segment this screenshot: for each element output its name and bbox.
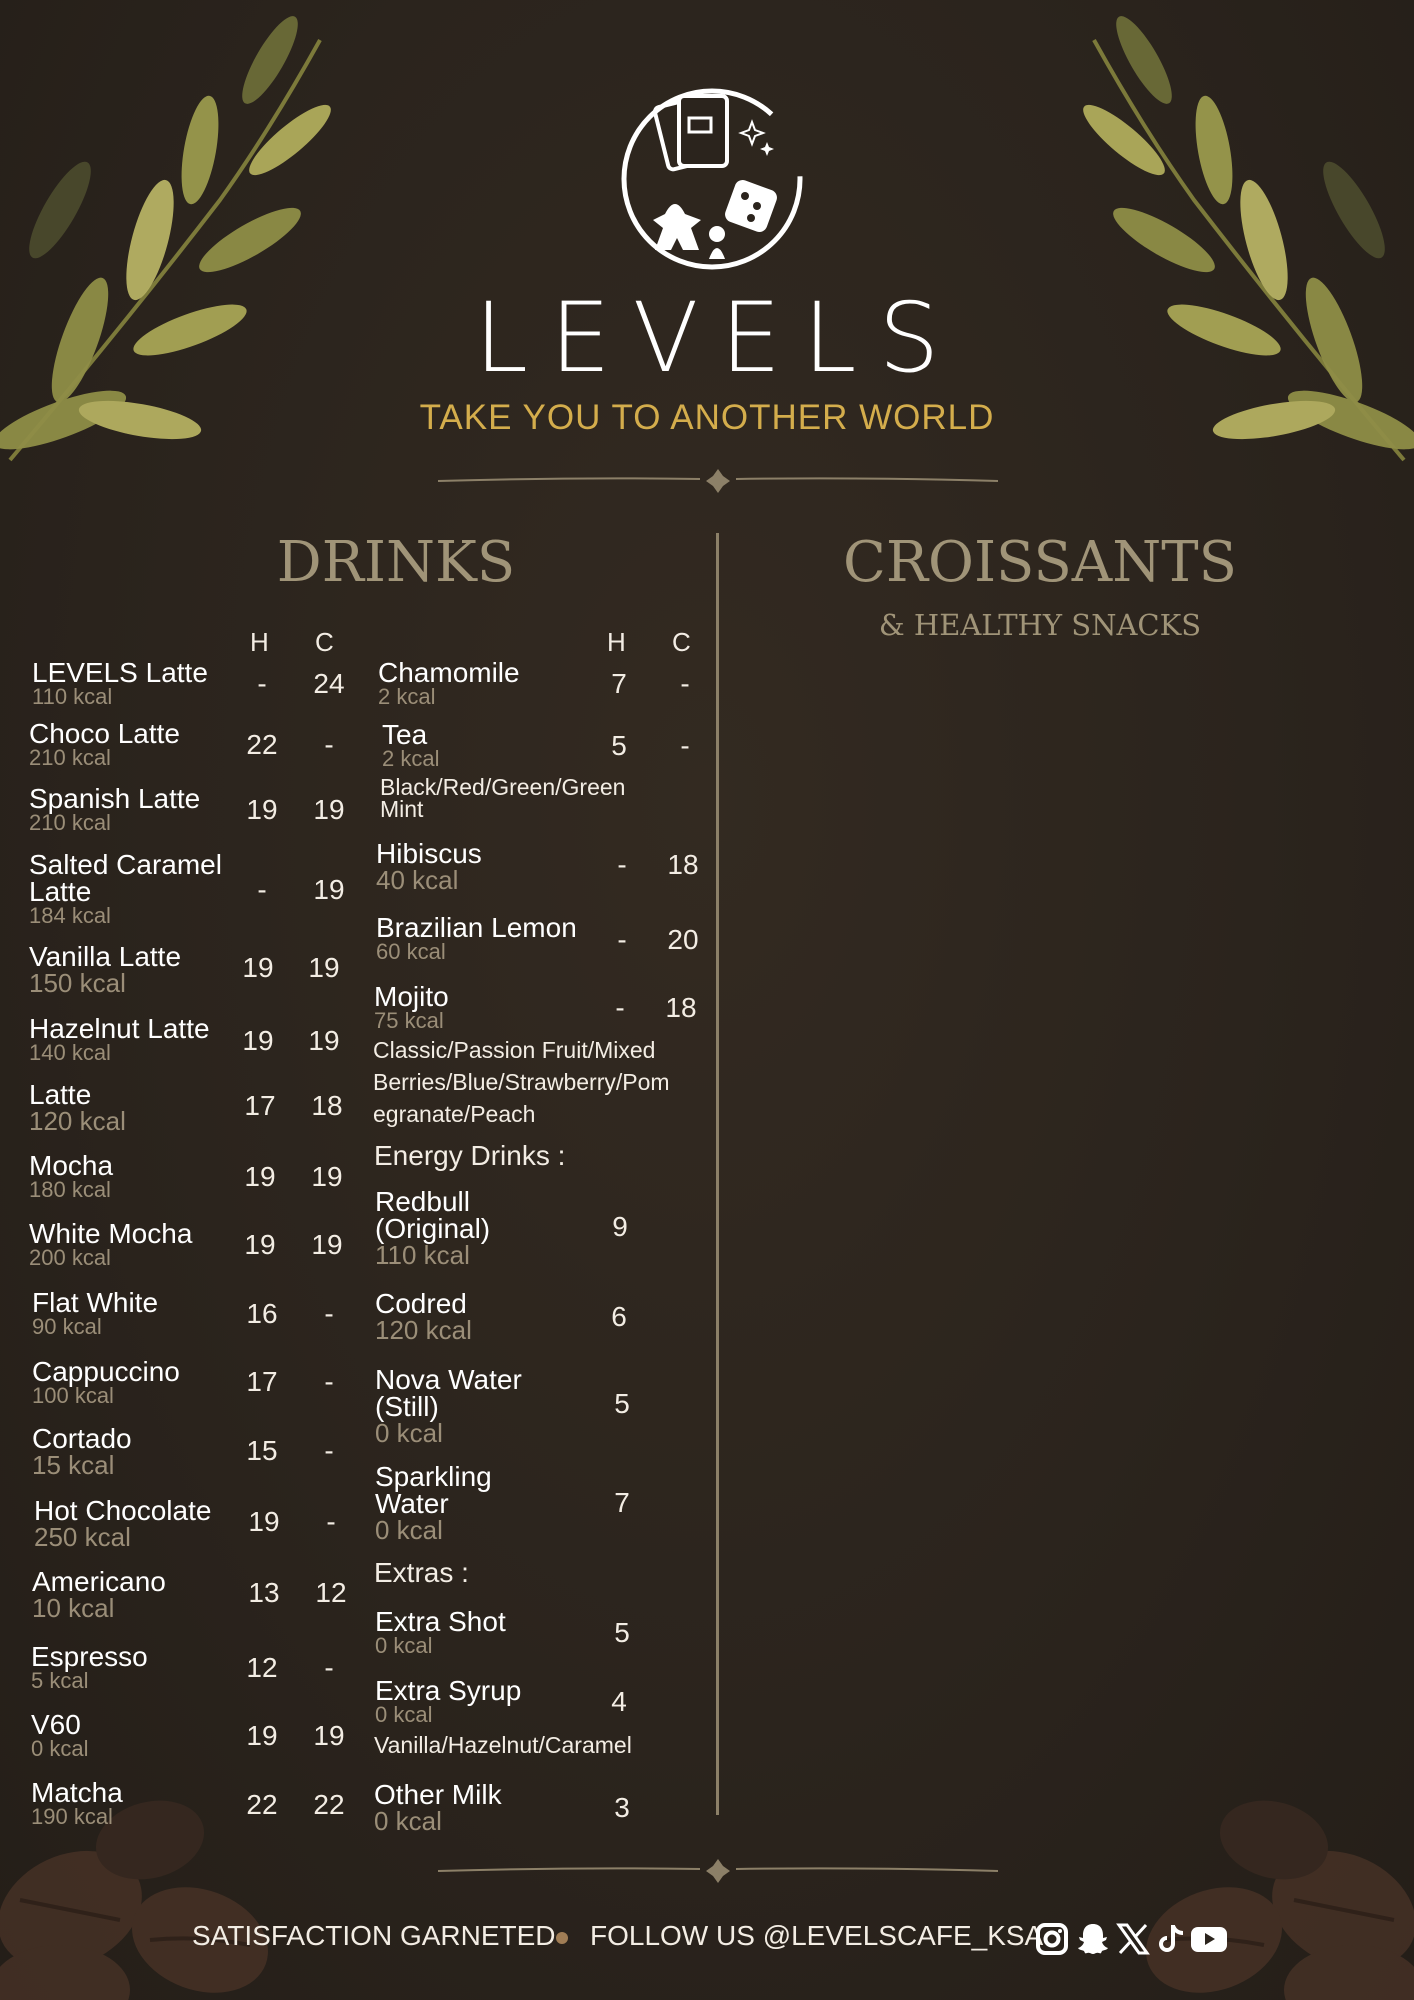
item-kcal: 75 kcal: [374, 1008, 444, 1033]
item-name: Matcha: [31, 1777, 123, 1808]
item-name: Extra Syrup: [375, 1675, 522, 1706]
item-name: Redbull: [375, 1186, 470, 1217]
item-name: Flat White: [32, 1287, 159, 1318]
mojito-options-line: egranate/Peach: [373, 1101, 536, 1127]
cold-column-header: C: [315, 627, 334, 657]
cold-price: 19: [308, 952, 340, 983]
tiktok-icon[interactable]: [1154, 1922, 1188, 1956]
hot-price: 12: [246, 1652, 278, 1683]
item-kcal: 140 kcal: [29, 1040, 111, 1065]
item-name: Espresso: [31, 1641, 148, 1672]
cold-price: -: [324, 1298, 334, 1329]
item-kcal: 190 kcal: [31, 1804, 113, 1829]
item-name: Latte: [29, 1079, 92, 1110]
cold-price: -: [324, 729, 334, 760]
item-kcal: 110 kcal: [375, 1240, 470, 1270]
hot-price: 17: [246, 1366, 278, 1397]
cold-price: 12: [315, 1577, 347, 1608]
hot-price: 13: [248, 1577, 280, 1608]
menu-item: [31, 1643, 148, 1692]
coffee-beans-right: [1114, 1760, 1414, 2000]
x-icon[interactable]: [1116, 1922, 1150, 1956]
youtube-icon[interactable]: [1190, 1922, 1228, 1956]
hot-price: 22: [246, 1789, 278, 1820]
item-kcal: 0 kcal: [375, 1702, 433, 1727]
menu-item: [375, 1290, 472, 1343]
cold-price: 19: [311, 1229, 343, 1260]
menu-item: [375, 1188, 490, 1268]
item-kcal: 60 kcal: [376, 939, 446, 964]
menu-item: [29, 851, 222, 927]
cold-price: 19: [313, 794, 345, 825]
item-kcal: 0 kcal: [374, 1806, 442, 1836]
energy-drinks-heading: Energy Drinks :: [374, 1140, 566, 1171]
hot-column-header: H: [250, 627, 269, 657]
footer-bullet: [556, 1932, 568, 1944]
footer-slogan: SATISFACTION GARNETED: [192, 1920, 556, 1951]
item-name: Other Milk: [374, 1779, 502, 1810]
item-name: LEVELS Latte: [32, 657, 208, 688]
menu-item: [376, 914, 577, 963]
item-name: Codred: [375, 1288, 467, 1319]
item-kcal: 110 kcal: [32, 684, 113, 709]
drinks-title: DRINKS: [276, 530, 516, 595]
brand-tagline: TAKE YOU TO ANOTHER WORLD: [419, 398, 995, 437]
item-kcal: 184 kcal: [29, 903, 111, 928]
item-name-line2: (Still): [375, 1391, 439, 1422]
hot-column-header: H: [607, 627, 626, 657]
cold-price: -: [324, 1652, 334, 1683]
hot-price: 19: [244, 1229, 276, 1260]
menu-item: [29, 785, 200, 834]
item-name: Hazelnut Latte: [29, 1013, 210, 1044]
hot-price: -: [257, 874, 267, 905]
item-kcal: 250 kcal: [34, 1522, 131, 1552]
menu-item: [375, 1608, 506, 1657]
item-kcal: 2 kcal: [382, 746, 440, 771]
item-name: Americano: [32, 1566, 166, 1597]
syrup-options: Vanilla/Hazelnut/Caramel: [374, 1732, 632, 1758]
hot-price: 22: [246, 729, 278, 760]
croissants-title: CROISSANTS: [843, 530, 1237, 595]
hot-price: -: [617, 849, 627, 880]
tea-options-line: Mint: [380, 796, 424, 822]
tea-options: [380, 776, 625, 820]
item-name: Choco Latte: [29, 718, 180, 749]
item-kcal: 150 kcal: [29, 968, 126, 998]
cold-price: 18: [667, 849, 699, 880]
brand-name: LEVELS: [474, 282, 962, 394]
item-kcal: 100 kcal: [32, 1383, 114, 1408]
menu-item: [375, 1677, 521, 1726]
hot-price: 19: [242, 1025, 274, 1056]
cold-price: 18: [311, 1090, 343, 1121]
mojito-options-line: Classic/Passion Fruit/Mixed: [373, 1037, 656, 1063]
menu-item: [32, 1358, 180, 1407]
cold-price: 20: [667, 924, 699, 955]
item-name: Mocha: [29, 1150, 114, 1181]
menu-item: [32, 1568, 166, 1621]
menu-item: [34, 1497, 211, 1550]
menu-item: [29, 720, 180, 769]
instagram-icon[interactable]: [1035, 1922, 1069, 1956]
hot-price: 16: [246, 1298, 278, 1329]
item-kcal: 0 kcal: [31, 1736, 89, 1761]
item-name: Spanish Latte: [29, 783, 201, 814]
item-name: Cortado: [32, 1423, 132, 1454]
item-kcal: 0 kcal: [375, 1418, 443, 1448]
menu-item: [382, 721, 439, 770]
cold-price: -: [324, 1366, 334, 1397]
menu-item: [374, 983, 449, 1032]
ornament-divider-top: [438, 466, 998, 496]
menu-item: [32, 1289, 158, 1338]
menu-item: [29, 1220, 192, 1269]
hot-price: 15: [246, 1435, 278, 1466]
ornament-divider-bottom: [438, 1856, 998, 1886]
menu-item: [29, 1015, 210, 1064]
hot-price: 19: [246, 1720, 278, 1751]
menu-item: [29, 1152, 113, 1201]
menu-item: [32, 659, 208, 708]
column-divider: [716, 533, 719, 1815]
item-name: V60: [31, 1709, 81, 1740]
cold-price: -: [680, 730, 690, 761]
item-name-line2: (Original): [375, 1213, 491, 1244]
price: 7: [614, 1487, 630, 1518]
item-kcal: 120 kcal: [375, 1315, 472, 1345]
menu-item: [376, 840, 482, 893]
menu-item: [31, 1711, 88, 1760]
item-name: Salted Caramel: [29, 849, 222, 880]
hot-price: 19: [244, 1161, 276, 1192]
cold-price: 19: [313, 1720, 345, 1751]
item-name: Hot Chocolate: [34, 1495, 212, 1526]
croissants-subtitle: & HEALTHY SNACKS: [878, 608, 1202, 642]
price: 5: [614, 1617, 630, 1648]
item-name: Mojito: [374, 981, 449, 1012]
cold-price: 18: [665, 992, 697, 1023]
item-kcal: 0 kcal: [375, 1515, 443, 1545]
item-name: Vanilla Latte: [29, 941, 182, 972]
item-kcal: 200 kcal: [29, 1245, 111, 1270]
item-kcal: 2 kcal: [378, 684, 436, 709]
menu-item: [374, 1781, 502, 1834]
menu-item: [375, 1366, 522, 1446]
item-name: Hibiscus: [376, 838, 482, 869]
item-name: Tea: [382, 719, 428, 750]
item-kcal: 210 kcal: [29, 745, 111, 770]
hot-price: 19: [242, 952, 274, 983]
menu-item: [378, 659, 520, 708]
item-kcal: 40 kcal: [376, 865, 459, 895]
price: 6: [611, 1301, 627, 1332]
price: 3: [614, 1792, 630, 1823]
footer-follow: FOLLOW US @LEVELSCAFE_KSA: [590, 1920, 1044, 1951]
mojito-options-line: Berries/Blue/Strawberry/Pom: [373, 1069, 670, 1095]
hot-price: -: [257, 668, 267, 699]
cold-price: -: [326, 1506, 336, 1537]
menu-item: [375, 1463, 492, 1543]
hot-price: -: [617, 924, 627, 955]
cold-price: -: [680, 668, 690, 699]
cold-price: 19: [308, 1025, 340, 1056]
cold-price: 19: [313, 874, 345, 905]
price: 9: [612, 1211, 628, 1242]
item-name-line2: Latte: [29, 876, 92, 907]
hot-price: 19: [246, 794, 278, 825]
cold-price: 24: [313, 668, 345, 699]
cold-price: -: [324, 1435, 334, 1466]
price: 4: [611, 1686, 627, 1717]
menu-item: [32, 1425, 132, 1478]
item-name-line2: Water: [375, 1488, 449, 1519]
snapchat-icon[interactable]: [1076, 1922, 1110, 1956]
item-kcal: 10 kcal: [32, 1593, 115, 1623]
item-kcal: 180 kcal: [29, 1177, 111, 1202]
tea-options-line: Black/Red/Green/Green: [380, 774, 626, 800]
cold-price: 22: [313, 1789, 345, 1820]
item-name: Sparkling: [375, 1461, 492, 1492]
price: 5: [614, 1388, 630, 1419]
menu-item: [29, 943, 181, 996]
hot-price: 7: [611, 668, 627, 699]
mojito-options: [373, 1034, 670, 1130]
cold-price: 19: [311, 1161, 343, 1192]
item-kcal: 90 kcal: [32, 1314, 102, 1339]
hot-price: 17: [244, 1090, 276, 1121]
extras-heading: Extras :: [374, 1557, 469, 1588]
hot-price: -: [615, 992, 625, 1023]
hot-price: 5: [611, 730, 627, 761]
menu-item: [29, 1081, 126, 1134]
item-kcal: 15 kcal: [32, 1450, 115, 1480]
item-name: Cappuccino: [32, 1356, 180, 1387]
hot-price: 19: [248, 1506, 280, 1537]
item-name: Brazilian Lemon: [376, 912, 577, 943]
item-name: Extra Shot: [375, 1606, 506, 1637]
menu-item: [31, 1779, 123, 1828]
item-name: White Mocha: [29, 1218, 193, 1249]
item-name: Chamomile: [378, 657, 520, 688]
item-kcal: 120 kcal: [29, 1106, 126, 1136]
item-name: Nova Water: [375, 1364, 522, 1395]
item-kcal: 5 kcal: [31, 1668, 89, 1693]
item-kcal: 0 kcal: [375, 1633, 433, 1658]
logo-emblem: [617, 84, 807, 274]
item-kcal: 210 kcal: [29, 810, 111, 835]
cold-column-header: C: [672, 627, 691, 657]
